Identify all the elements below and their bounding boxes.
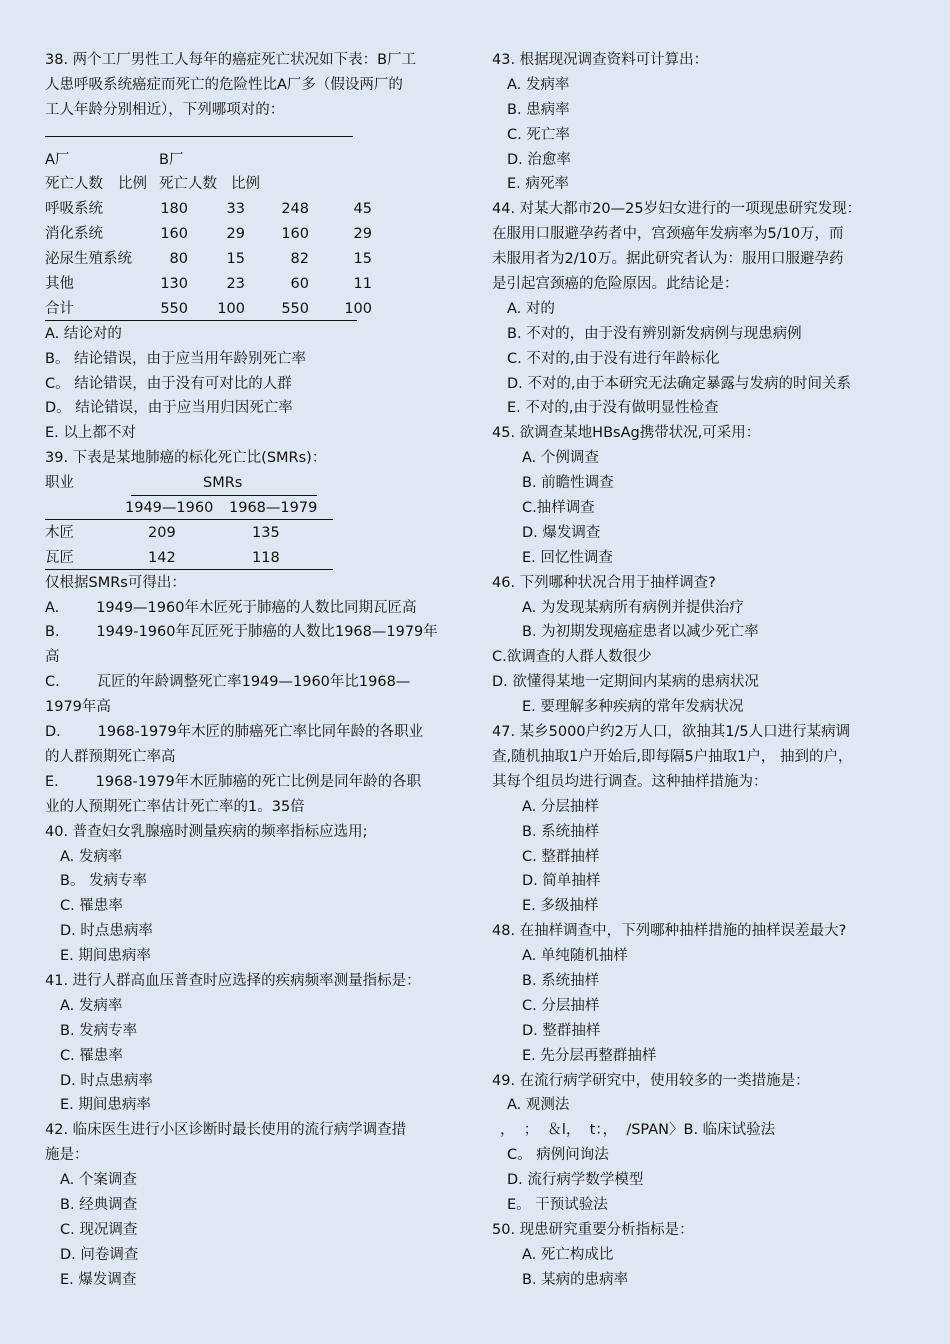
a-deaths-cell: 160 [160, 226, 188, 243]
question-39 [45, 446, 463, 819]
smr-table [45, 471, 463, 571]
a-ratio-cell: 29 [226, 226, 245, 243]
option-e[interactable]: E. 要理解多种疾病的常年发病状况 [522, 699, 744, 716]
option-c[interactable]: C. 死亡率 [507, 126, 570, 143]
question-stem-line: 38. 两个工厂男性工人每年的癌症死亡状况如下表：B厂工 [45, 52, 417, 68]
table-bottom-rule [45, 320, 357, 321]
question-46 [492, 571, 910, 720]
option-c[interactable]: C. 现况调查 [60, 1221, 138, 1238]
question-stem-line: 人患呼吸系统癌症而死亡的危险性比A厂多（假设两厂的 [45, 76, 403, 93]
b-deaths-cell: 82 [290, 251, 309, 268]
option-d[interactable]: D. 流行病学数学模型 [507, 1172, 644, 1189]
option-d[interactable]: D. 不对的,由于本研究无法确定暴露与发病的时间关系 [507, 375, 851, 392]
a-ratio-cell: 23 [226, 276, 245, 293]
question-stem: 40. 普查妇女乳腺癌时测量疾病的频率指标应选用; [45, 823, 368, 840]
table-row [45, 272, 463, 297]
option-b[interactable]: B. 1949-1960年瓦匠死于肺癌的人数比1968—1979年 [45, 624, 438, 641]
smrs-col-header: SMRs [203, 475, 243, 492]
table-top-rule [45, 136, 353, 137]
b-ratio-cell: 45 [353, 201, 372, 218]
table-row [45, 546, 463, 571]
job-col-header: 职业 [45, 475, 74, 492]
table-row-total [45, 297, 463, 322]
question-stem-line: 查,随机抽取1户开始后,即每隔5户抽取1户， 抽到的户， [492, 748, 853, 765]
col-b-deaths: 死亡人数 [159, 176, 217, 193]
right-column [492, 48, 910, 1293]
question-stem-line: 其每个组员均进行调查。这种抽样措施为： [492, 773, 768, 790]
b-deaths-cell: 160 [281, 226, 309, 243]
option-b[interactable]: B. 某病的患病率 [522, 1271, 629, 1288]
option-e[interactable]: E. 先分层再整群抽样 [522, 1047, 657, 1064]
option-c[interactable]: C. 不对的,由于没有进行年龄标化 [507, 350, 720, 367]
period-2-header: 1968—1979 [229, 500, 318, 517]
table-spacer-row [45, 123, 463, 148]
option-c[interactable]: C. 瓦匠的年龄调整死亡率1949—1960年比1968— [45, 674, 411, 691]
option-b[interactable]: B. 经典调查 [60, 1196, 138, 1213]
option-c-continued[interactable]: 1979年高 [45, 699, 111, 716]
table-period-row [45, 496, 463, 521]
table-sub-header [45, 172, 463, 197]
option-a[interactable]: A. 为发现某病所有病例并提供治疗 [522, 599, 744, 616]
question-stem: 43. 根据现况调查资料可计算出： [492, 52, 709, 68]
option-e[interactable]: E. 病死率 [507, 176, 569, 193]
option-e-continued[interactable]: 业的人预期死亡率估计死亡率的1。35倍 [45, 798, 305, 815]
option-c[interactable]: C.抽样调查 [522, 500, 595, 517]
row-label: 合计 [45, 300, 74, 317]
col-b-ratio: 比例 [231, 176, 260, 193]
option-a[interactable]: A. 发病率 [60, 848, 123, 865]
option-d-continued[interactable]: 的人群预期死亡率高 [45, 748, 176, 765]
question-lead: 仅根据SMRs可得出： [45, 574, 186, 591]
question-41 [45, 969, 463, 1118]
smr-1968-cell: 135 [252, 524, 280, 541]
question-44 [492, 197, 910, 421]
question-stem: 46. 下列哪种状况合用于抽样调查? [492, 574, 716, 591]
option-e[interactable]: E. 期间患病率 [60, 1097, 151, 1114]
option-d[interactable]: D. 时点患病率 [60, 1072, 153, 1089]
question-40 [45, 820, 463, 969]
question-49 [492, 1069, 910, 1218]
a-ratio-cell: 15 [226, 251, 245, 268]
question-stem-line: 在服用口服避孕药者中，宫颈癌年发病率为5/10万，而 [492, 226, 844, 243]
table-group-header [45, 148, 463, 173]
option-b[interactable]: B. 前瞻性调查 [522, 475, 614, 492]
option-a[interactable]: A. 1949—1960年木匠死于肺癌的人数比同期瓦匠高 [45, 599, 417, 616]
option-b[interactable]: B. 发病专率 [60, 1022, 138, 1039]
option-d[interactable]: D。 结论错误，由于应当用归因死亡率 [45, 400, 293, 417]
option-e[interactable]: E. 爆发调查 [60, 1271, 137, 1288]
question-stem-line: 47. 某乡5000户约2万人口，欲抽其1/5人口进行某病调 [492, 724, 851, 741]
job-cell: 瓦匠 [45, 549, 74, 566]
question-42 [45, 1118, 463, 1292]
row-label: 其他 [45, 276, 74, 293]
question-45 [492, 421, 910, 570]
b-ratio-cell: 15 [353, 251, 372, 268]
row-label: 泌尿生殖系统 [45, 251, 132, 268]
option-c[interactable]: C. 整群抽样 [522, 848, 600, 865]
option-e[interactable]: E. 期间患病率 [60, 948, 151, 965]
b-ratio-cell: 11 [353, 276, 372, 293]
factory-a-header: A厂 [45, 151, 70, 168]
a-deaths-cell: 180 [160, 201, 188, 218]
option-b[interactable]: B. 为初期发现癌症患者以减少死亡率 [522, 624, 759, 641]
option-b-continued[interactable]: 高 [45, 649, 60, 666]
question-47 [492, 720, 910, 919]
period-header-rule [45, 519, 333, 520]
question-stem-line: 施是： [45, 1147, 89, 1164]
question-38 [45, 48, 463, 446]
option-e[interactable]: E. 1968-1979年木匠肺癌的死亡比例是同年龄的各职 [45, 773, 422, 790]
factory-b-header: B厂 [159, 151, 184, 168]
option-e[interactable]: E. 多级抽样 [522, 898, 599, 915]
option-a[interactable]: A. 观测法 [507, 1097, 570, 1114]
factory-death-table [45, 123, 463, 322]
a-ratio-cell: 100 [217, 300, 245, 317]
row-label: 呼吸系统 [45, 201, 103, 218]
a-ratio-cell: 33 [226, 201, 245, 218]
question-50 [492, 1218, 910, 1293]
option-b[interactable]: B. 系统抽样 [522, 972, 600, 989]
table-row [45, 222, 463, 247]
option-b[interactable]: B. 系统抽样 [522, 823, 600, 840]
question-stem: 39. 下表是某地肺癌的标化死亡比(SMRs)： [45, 450, 327, 467]
b-ratio-cell: 29 [353, 226, 372, 243]
option-a[interactable]: A. 个例调查 [522, 450, 599, 467]
option-d[interactable]: D. 问卷调查 [60, 1246, 139, 1263]
option-c[interactable]: C. 罹患率 [60, 898, 123, 915]
col-a-deaths: 死亡人数 [45, 176, 103, 193]
option-b[interactable]: B. 不对的，由于没有辨别新发病例与现患病例 [507, 325, 802, 342]
smr-1968-cell: 118 [252, 549, 280, 566]
option-a[interactable]: A. 分层抽样 [522, 798, 599, 815]
option-a[interactable]: A. 单纯随机抽样 [522, 948, 628, 965]
question-stem: 45. 欲调查某地HBsAg携带状况,可采用： [492, 425, 761, 442]
option-d[interactable]: D. 1968-1979年木匠的肺癌死亡率比同年龄的各职业 [45, 724, 424, 741]
period-1-header: 1949—1960 [125, 500, 214, 517]
option-d[interactable]: D. 爆发调查 [522, 524, 601, 541]
b-ratio-cell: 100 [344, 300, 372, 317]
question-stem: 48. 在抽样调查中，下列哪种抽样措施的抽样误差最大? [492, 923, 847, 940]
option-a[interactable]: A. 个案调查 [60, 1172, 137, 1189]
option-e[interactable]: E。 干预试验法 [507, 1196, 608, 1213]
option-b[interactable]: B. 患病率 [507, 101, 570, 118]
left-column [45, 48, 463, 1293]
a-deaths-cell: 550 [160, 300, 188, 317]
option-d[interactable]: D. 时点患病率 [60, 923, 153, 940]
option-e[interactable]: E. 不对的,由于没有做明显性检查 [507, 400, 719, 417]
col-a-ratio: 比例 [118, 176, 147, 193]
option-b[interactable]: B。 结论错误，由于应当用年龄别死亡率 [45, 350, 307, 367]
option-c[interactable]: C。 结论错误，由于没有可对比的人群 [45, 375, 292, 392]
question-stem-line: 44. 对某大都市20—25岁妇女进行的一项现患研究发现： [492, 201, 862, 218]
table-row [45, 247, 463, 272]
b-deaths-cell: 248 [281, 201, 309, 218]
b-deaths-cell: 60 [290, 276, 309, 293]
question-43 [492, 48, 910, 197]
option-c[interactable]: C. 分层抽样 [522, 997, 600, 1014]
smr-1949-cell: 209 [148, 524, 176, 541]
question-stem-line: 未服用者为2/10万。据此研究者认为：服用口服避孕药 [492, 251, 844, 268]
option-a[interactable]: A. 发病率 [507, 76, 570, 93]
option-e[interactable]: E. 回忆性调查 [522, 549, 613, 566]
option-a[interactable]: A. 死亡构成比 [522, 1246, 614, 1263]
table-bottom-rule [45, 569, 333, 570]
job-cell: 木匠 [45, 524, 74, 541]
b-deaths-cell: 550 [281, 300, 309, 317]
table-row [45, 521, 463, 546]
table-row [45, 197, 463, 222]
option-d[interactable]: D. 整群抽样 [522, 1022, 601, 1039]
option-a[interactable]: A. 结论对的 [45, 325, 122, 342]
question-stem-line: 42. 临床医生进行小区诊断时最长使用的流行病学调查措 [45, 1122, 407, 1139]
option-d[interactable]: D. 简单抽样 [522, 873, 601, 890]
question-48 [492, 919, 910, 1068]
option-c[interactable]: C. 罹患率 [60, 1047, 123, 1064]
option-c[interactable]: C.欲调查的人群人数很少 [492, 649, 652, 666]
question-stem: 50. 现患研究重要分析指标是： [492, 1221, 694, 1238]
question-stem-line: 工人年龄分别相近），下列哪项对的： [45, 101, 285, 118]
option-a[interactable]: A. 发病率 [60, 997, 123, 1014]
a-deaths-cell: 130 [160, 276, 188, 293]
option-a[interactable]: A. 对的 [507, 300, 555, 317]
option-d[interactable]: D. 欲懂得某地一定期间内某病的患病状况 [492, 674, 759, 691]
question-stem: 49. 在流行病学研究中，使用较多的一类措施是： [492, 1072, 810, 1089]
question-stem-line: 是引起宫颈癌的危险原因。此结论是： [492, 276, 739, 293]
option-c[interactable]: C。 病例问询法 [507, 1147, 609, 1164]
question-stem: 41. 进行人群高血压普查时应选择的疾病频率测量指标是： [45, 972, 421, 989]
smr-1949-cell: 142 [148, 549, 176, 566]
table-header-row [45, 471, 463, 496]
option-e[interactable]: E. 以上都不对 [45, 425, 136, 442]
option-b-garbled-line[interactable]: ， ； ＆l， t：， /SPAN〉B. 临床试验法 [500, 1122, 776, 1139]
a-deaths-cell: 80 [169, 251, 188, 268]
row-label: 消化系统 [45, 226, 103, 243]
option-d[interactable]: D. 治愈率 [507, 151, 571, 168]
option-b[interactable]: B。 发病专率 [60, 873, 148, 890]
